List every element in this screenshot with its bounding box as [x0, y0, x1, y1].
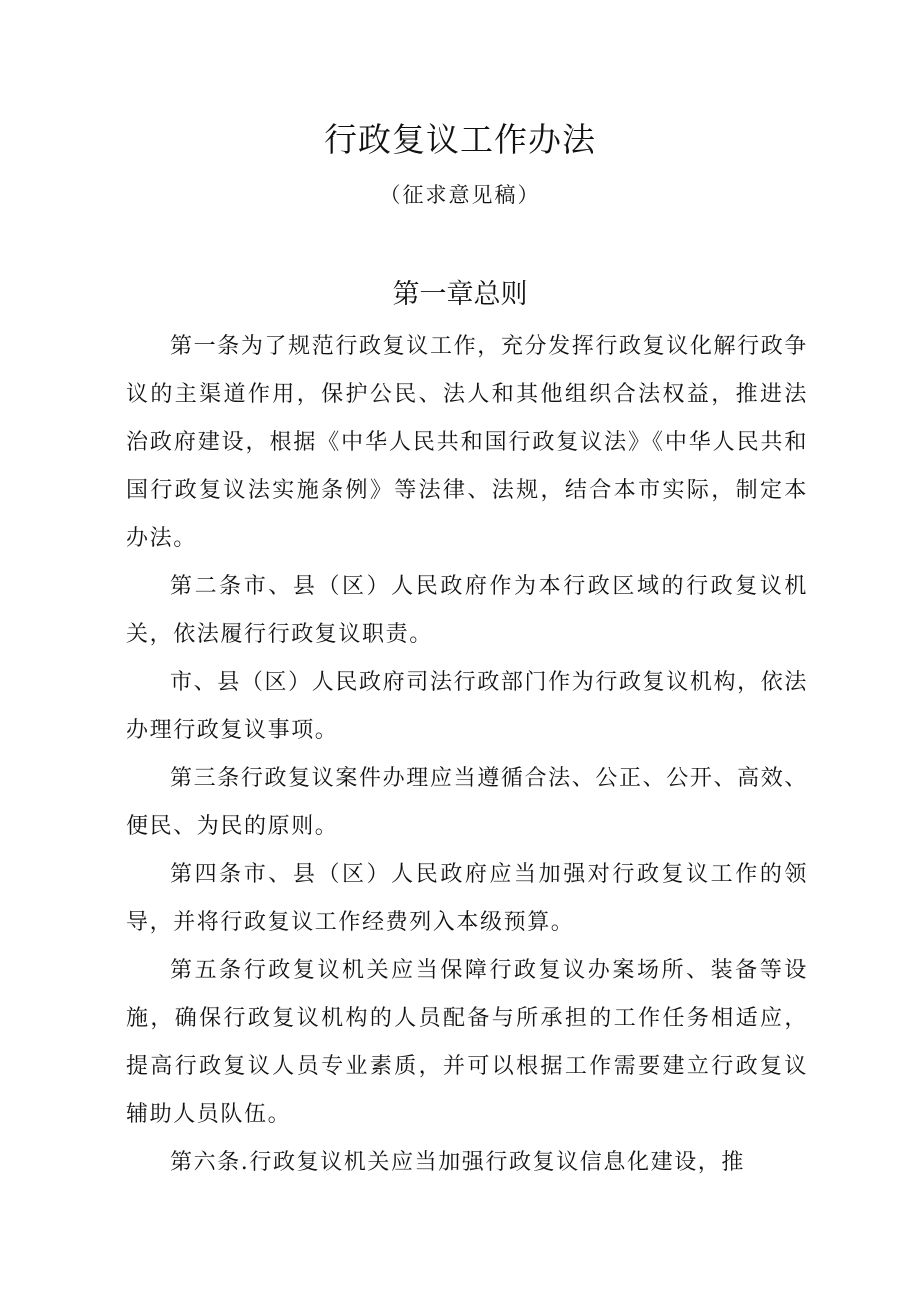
document-body — [126, 323, 808, 1187]
article-5-paragraph: 第五条行政复议机关应当保障行政复议办案场所、装备等设施，确保行政复议机构的人员配备与所承担的工作任务相适应，提高行政复议人员专业素质，并可以根据工作需要建立行政复议辅助人员队伍。 — [126, 958, 808, 1127]
article-2-paragraph: 第二条市、县（区）人民政府作为本行政区域的行政复议机关，依法履行行政复议职责。 — [126, 574, 808, 647]
chapter-heading: 第一章总则 — [392, 279, 528, 310]
document-subtitle: （征求意见稿） — [379, 183, 541, 207]
document-title: 行政复议工作办法 — [324, 120, 596, 159]
article-4-paragraph: 第四条市、县（区）人民政府应当加强对行政复议工作的领导，并将行政复议工作经费列入本级预算。 — [126, 862, 808, 935]
article-3-paragraph: 第三条行政复议案件办理应当遵循合法、公正、公开、高效、便民、为民的原则。 — [126, 766, 808, 839]
article-2-continuation-paragraph: 市、县（区）人民政府司法行政部门作为行政复议机构，依法办理行政复议事项。 — [126, 670, 808, 743]
article-6-paragraph: 第六条.行政复议机关应当加强行政复议信息化建设，推 — [170, 1150, 745, 1175]
article-1-paragraph: 第一条为了规范行政复议工作，充分发挥行政复议化解行政争议的主渠道作用，保护公民、法人和其他组织合法权益，推进法治政府建设，根据《中华人民共和国行政复议法》《中华人民共和国行政复议法实施条例》等法律、法规，结合本市实际，制定本办法。 — [126, 334, 808, 551]
